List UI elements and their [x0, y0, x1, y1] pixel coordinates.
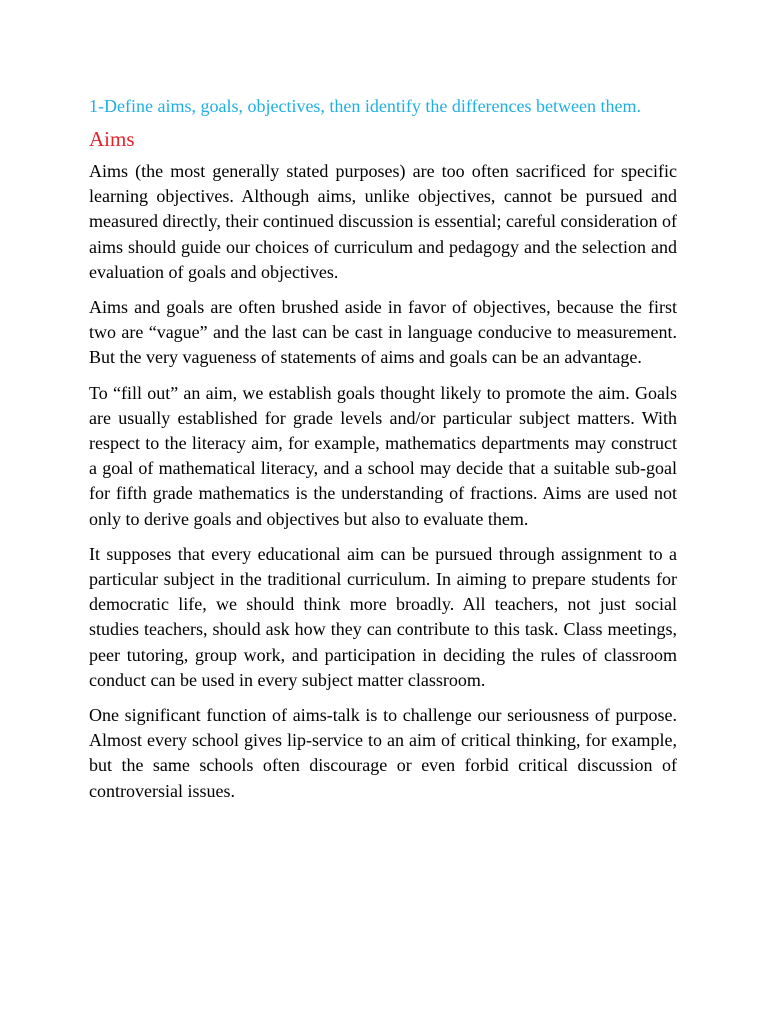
paragraph-5: One significant function of aims-talk is to challenge our seriousness of purpose. Almost every school gives lip-service to an aim of critical thinking, for example, but the same schools often discourage or even forbid critical discussion of controversial issues. — [89, 705, 677, 801]
paragraph-1: Aims (the most generally stated purposes) are too often sacrificed for specific learning objectives. Although aims, unlike objectives, cannot be pursued and measured directly, their continued discussion is essential; careful consideration of aims should guide our choices of curriculum and pedagogy and the selection and evaluation of goals and objectives. — [89, 161, 677, 282]
paragraph-4: It supposes that every educational aim can be pursued through assignment to a particular subject in the traditional curriculum. In aiming to prepare students for democratic life, we should think more broadly. All teachers, not just social studies teachers, should ask how they can contribute to this task. Class meetings, peer tutoring, group work, and participation in deciding the rules of classroom conduct can be used in every subject matter classroom. — [89, 543, 677, 690]
paragraph-2: Aims and goals are often brushed aside in favor of objectives, because the first two are “vague” and the last can be cast in language conducive to measurement. But the very vagueness of statements of aims and goals can be an advantage. — [89, 297, 677, 368]
document-page — [89, 93, 677, 804]
question-text: 1-Define aims, goals, objectives, then identify the differences between them. — [89, 96, 641, 116]
section-heading-aims: Aims — [89, 127, 135, 151]
paragraph-3: To “fill out” an aim, we establish goals thought likely to promote the aim. Goals are usually established for grade levels and/or particular subject matters. With respect to the literacy aim, for example, mathematics departments may construct a goal of mathematical literacy, and a school may decide that a suitable sub-goal for fifth grade mathematics is the understanding of fractions. Aims are used not only to derive goals and objectives but also to evaluate them. — [89, 382, 677, 529]
